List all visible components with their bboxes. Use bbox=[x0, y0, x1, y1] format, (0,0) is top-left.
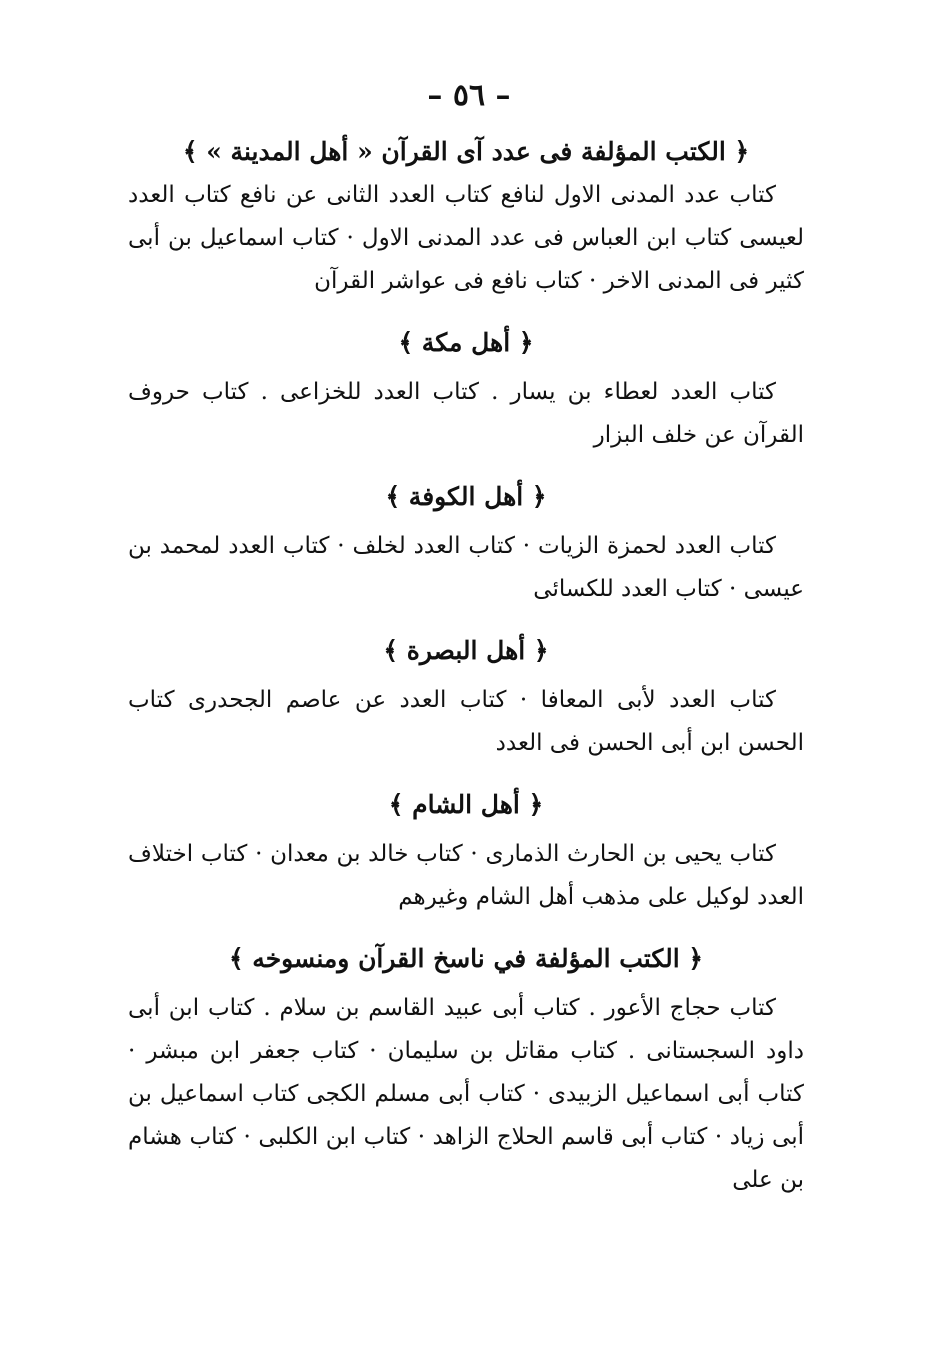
section-paragraph: كتاب حجاج الأعور . كتاب أبى عبيد القاسم بن سلام . كتاب ابن أبى داود السجستانى . كتاب مقاتل بن سليمان · كتاب جعفر ابن مبشر · كتاب أبى اسماعيل الزبيدى · كتاب أبى مسلم الكجى كتاب اسماعيل بن أبى زياد · كتاب أبى قاسم الحلاج الزاهد · كتاب ابن الكلبى · كتاب هشام بن على bbox=[128, 995, 804, 1193]
section-heading: ﴿ أهل الكوفة ﴾ bbox=[385, 482, 547, 511]
section-basra bbox=[128, 629, 804, 765]
section-heading: ﴿ أهل البصرة ﴾ bbox=[383, 636, 549, 665]
section-paragraph: كتاب العدد لأبى المعافا · كتاب العدد عن عاصم الجحدرى كتاب الحسن ابن أبى الحسن فى العدد bbox=[128, 687, 804, 756]
section-nasikh bbox=[128, 937, 804, 1202]
section-sham bbox=[128, 783, 804, 919]
section-paragraph: كتاب يحيى بن الحارث الذمارى · كتاب خالد بن معدان · كتاب اختلاف العدد لوكيل على مذهب أهل الشام وغيرهم bbox=[128, 841, 804, 910]
section-heading: ﴿ أهل مكة ﴾ bbox=[398, 328, 534, 357]
section-makka bbox=[128, 321, 804, 457]
section-kufa bbox=[128, 475, 804, 611]
section-paragraph: كتاب العدد لحمزة الزيات · كتاب العدد لخلف · كتاب العدد لمحمد بن عيسى · كتاب العدد للكسائى bbox=[128, 533, 804, 602]
section-heading: ﴿ أهل الشام ﴾ bbox=[388, 790, 544, 819]
section-madina bbox=[128, 130, 804, 303]
section-paragraph: كتاب العدد لعطاء بن يسار . كتاب العدد للخزاعى . كتاب حروف القرآن عن خلف البزار bbox=[128, 379, 804, 448]
section-paragraph: كتاب عدد المدنى الاول لنافع كتاب العدد الثانى عن نافع كتاب العدد لعيسى كتاب ابن العباس فى عدد المدنى الاول · كتاب اسماعيل بن أبى كثير فى المدنى الاخر · كتاب نافع فى عواشر القرآن bbox=[128, 182, 804, 294]
section-heading: ﴿ الكتب المؤلفة فى عدد آى القرآن « أهل المدينة » ﴾ bbox=[182, 137, 750, 166]
section-heading: ﴿ الكتب المؤلفة في ناسخ القرآن ومنسوخه ﴾ bbox=[228, 944, 704, 973]
page-number: – ٥٦ – bbox=[427, 78, 511, 113]
page-content bbox=[128, 130, 804, 1202]
